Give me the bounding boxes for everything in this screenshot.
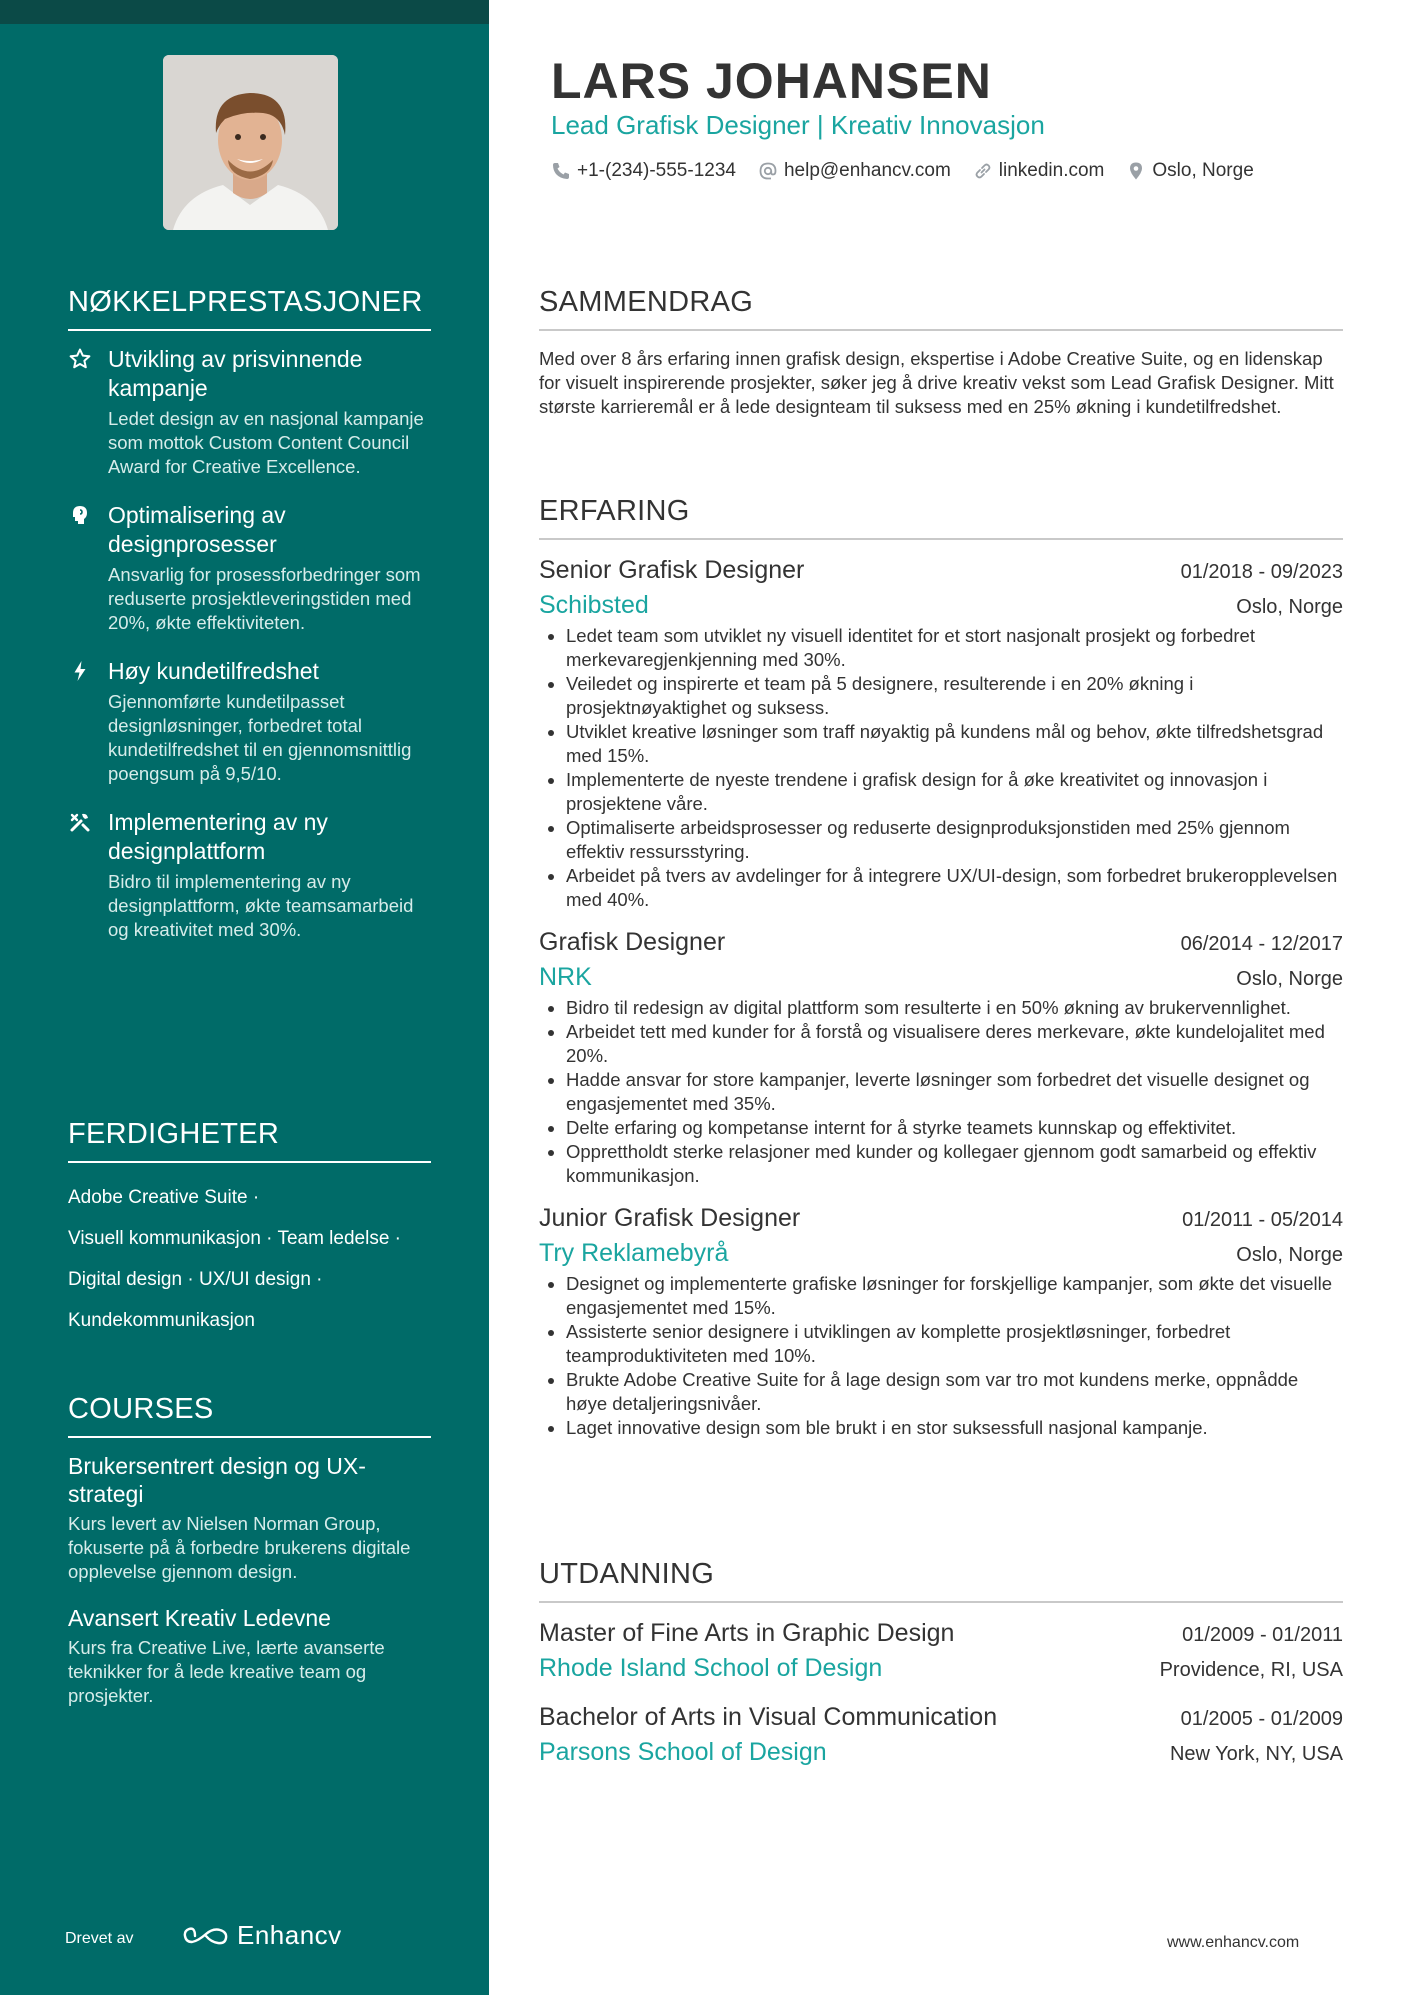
job-company: NRK: [539, 963, 592, 991]
job-bullet: Arbeidet tett med kunder for å forstå og visualisere deres merkevare, økte kundelojalitet med 20%.: [539, 1020, 1343, 1068]
school-location: New York, NY, USA: [1169, 1743, 1343, 1765]
job-bullet: Assisterte senior designere i utviklingen av komplette prosjektløsninger, forbedret teamproduktiviteten med 10%.: [539, 1320, 1343, 1368]
job-dates: 06/2014 - 12/2017: [1180, 933, 1343, 955]
achievement-title: Utvikling av prisvinnende kampanje: [108, 346, 363, 401]
job-location: Oslo, Norge: [1236, 968, 1343, 990]
skills-title: FERDIGHETER: [68, 1118, 431, 1163]
achievements-title: NØKKELPRESTASJONER: [68, 286, 431, 331]
course-item: [68, 1452, 431, 1584]
job-entry: [539, 1204, 1343, 1440]
skill-row: Digital design · UX/UI design ·: [68, 1269, 323, 1290]
job-bullet: Implementerte de nyeste trendene i grafisk design for å øke kreativitet og innovasjon i prosjektene våre.: [539, 768, 1343, 816]
star-icon: [68, 347, 92, 371]
brain-icon: [68, 503, 92, 527]
job-bullet: Optimaliserte arbeidsprosesser og reduserte designproduksjonstiden med 25% gjennom effektiv ressursstyring.: [539, 816, 1343, 864]
phone-text: +1-(234)-555-1234: [577, 160, 736, 181]
job-bullet: Brukte Adobe Creative Suite for å lage design som var tro mot kundens merke, oppnådde høye detaljeringsnivåer.: [539, 1368, 1343, 1416]
link-icon: [973, 161, 993, 181]
candidate-name: LARS JOHANSEN: [551, 53, 992, 109]
job-company: Schibsted: [539, 591, 649, 619]
job-entry: [539, 556, 1343, 912]
degree: Bachelor of Arts in Visual Communication: [539, 1703, 998, 1731]
skill-row: Visuell kommunikasjon · Team ledelse ·: [68, 1228, 402, 1249]
contact-phone[interactable]: [551, 160, 736, 182]
job-location: Oslo, Norge: [1236, 1244, 1343, 1266]
job-bullet: Veiledet og inspirerte et team på 5 designere, resulterende i en 20% økning i prosjektnøyaktighet og suksess.: [539, 672, 1343, 720]
job-bullet: Ledet team som utviklet ny visuell identitet for et stort nasjonalt prosjekt og forbedret merkevaregjenkjenning med 30%.: [539, 624, 1343, 672]
summary-text: Med over 8 års erfaring innen grafisk design, ekspertise i Adobe Creative Suite, og en lidenskap for visuelt inspirerende prosjekter, søker jeg å drive kreativ vekst som Lead Grafisk Designer. Mitt største karrieremål er å lede designteam til suksess med en 25% økning i kundetilfredshet.: [539, 348, 1334, 417]
job-bullet: Delte erfaring og kompetanse internt for å styrke teamets kunnskap og effektivitet.: [539, 1116, 1343, 1140]
contact-linkedin[interactable]: [973, 160, 1105, 182]
courses-section: [68, 1393, 431, 1728]
contact-bar: [551, 160, 1276, 182]
location-text: Oslo, Norge: [1152, 160, 1254, 181]
school-location: Providence, RI, USA: [1159, 1659, 1343, 1681]
job-bullet: Laget innovative design som ble brukt i en stor suksessfull nasjonal kampanje.: [539, 1416, 1343, 1440]
achievements-section: [68, 286, 431, 964]
achievement-desc: Ansvarlig for prosessforbedringer som reduserte prosjektleveringstiden med 20%, økte effektiviteten.: [108, 564, 421, 633]
tools-icon: [68, 810, 92, 834]
contact-email[interactable]: [758, 160, 951, 182]
location-pin-icon: [1126, 161, 1146, 181]
degree: Master of Fine Arts in Graphic Design: [539, 1619, 955, 1647]
at-icon: [758, 161, 778, 181]
candidate-headline: Lead Grafisk Designer | Kreativ Innovasjon: [551, 110, 1045, 140]
email-text: help@enhancv.com: [783, 160, 951, 181]
achievement-title: Implementering av ny designplattform: [108, 809, 328, 864]
achievement-desc: Bidro til implementering av ny designplattform, økte teamsamarbeid og kreativitet med 30%.: [108, 871, 414, 940]
experience-section: [539, 495, 1343, 1456]
job-location: Oslo, Norge: [1236, 596, 1343, 618]
course-desc: Kurs fra Creative Live, lærte avanserte teknikker for å lede kreative team og prosjekter.: [68, 1637, 385, 1706]
experience-title: ERFARING: [539, 495, 1343, 540]
job-dates: 01/2018 - 09/2023: [1180, 561, 1343, 583]
achievement-item: [68, 501, 431, 635]
achievement-title: Optimalisering av designprosesser: [108, 502, 286, 557]
job-title: Senior Grafisk Designer: [539, 556, 805, 584]
enhancv-logo[interactable]: [183, 1920, 342, 1951]
job-bullet: Hadde ansvar for store kampanjer, leverte løsninger som forbedret det visuelle designet og engasjementet med 35%.: [539, 1068, 1343, 1116]
education-dates: 01/2005 - 01/2009: [1180, 1708, 1343, 1730]
skills-section: [68, 1118, 431, 1341]
skills-list: [68, 1177, 431, 1341]
lightning-icon: [68, 659, 92, 683]
job-bullet: Bidro til redesign av digital plattform som resulterte i en 50% økning av brukervennlighet.: [539, 996, 1343, 1020]
brand-name: Enhancv: [237, 1920, 342, 1950]
achievement-item: [68, 345, 431, 479]
course-title: Brukersentrert design og UX-strategi: [68, 1453, 366, 1507]
sidebar-top-bar: [0, 0, 489, 24]
job-company: Try Reklamebyrå: [539, 1239, 729, 1267]
school: Rhode Island School of Design: [539, 1654, 883, 1682]
linkedin-text: linkedin.com: [998, 160, 1105, 181]
job-bullets: [539, 1272, 1343, 1440]
achievement-desc: Gjennomførte kundetilpasset designløsninger, forbedret total kundetilfredshet til en gjennomsnittlig poengsum på 9,5/10.: [108, 691, 412, 784]
sidebar: [0, 0, 489, 1995]
course-desc: Kurs levert av Nielsen Norman Group, fokuserte på å forbedre brukerens digitale opplevelse gjennom design.: [68, 1513, 411, 1582]
job-entry: [539, 928, 1343, 1188]
courses-title: COURSES: [68, 1393, 431, 1438]
contact-location: [1126, 160, 1253, 182]
phone-icon: [551, 161, 571, 181]
job-bullets: [539, 996, 1343, 1188]
summary-section: [539, 286, 1343, 419]
achievement-desc: Ledet design av en nasjonal kampanje som mottok Custom Content Council Award for Creative Excellence.: [108, 408, 424, 477]
achievement-item: [68, 808, 431, 942]
education-entry: [539, 1619, 1343, 1683]
footer-url[interactable]: www.enhancv.com: [1167, 1934, 1300, 1951]
job-bullet: Opprettholdt sterke relasjoner med kunder og kollegaer gjennom godt samarbeid og effektiv kommunikasjon.: [539, 1140, 1343, 1188]
job-bullet: Arbeidet på tvers av avdelinger for å integrere UX/UI-design, som forbedret brukeropplevelsen med 40%.: [539, 864, 1343, 912]
job-title: Junior Grafisk Designer: [539, 1204, 801, 1232]
infinity-logo-icon: [183, 1921, 229, 1951]
achievement-item: [68, 657, 431, 786]
school: Parsons School of Design: [539, 1738, 827, 1766]
education-title: UTDANNING: [539, 1558, 1343, 1603]
achievement-title: Høy kundetilfredshet: [108, 658, 319, 684]
job-bullet: Utviklet kreative løsninger som traff nøyaktig på kundens mål og behov, økte tilfredshetsgrad med 15%.: [539, 720, 1343, 768]
education-entry: [539, 1703, 1343, 1767]
job-dates: 01/2011 - 05/2014: [1182, 1209, 1343, 1231]
education-dates: 01/2009 - 01/2011: [1182, 1624, 1343, 1646]
job-title: Grafisk Designer: [539, 928, 726, 956]
profile-photo: [163, 55, 338, 230]
education-section: [539, 1558, 1343, 1787]
powered-by-label: Drevet av: [65, 1930, 134, 1947]
course-item: [68, 1604, 431, 1708]
skill-row: Kundekommunikasjon: [68, 1310, 255, 1331]
job-bullet: Designet og implementerte grafiske løsninger for forskjellige kampanjer, som økte det visuelle engasjementet med 15%.: [539, 1272, 1343, 1320]
summary-title: SAMMENDRAG: [539, 286, 1343, 331]
job-bullets: [539, 624, 1343, 912]
course-title: Avansert Kreativ Ledevne: [68, 1605, 331, 1631]
skill-row: Adobe Creative Suite ·: [68, 1187, 260, 1208]
